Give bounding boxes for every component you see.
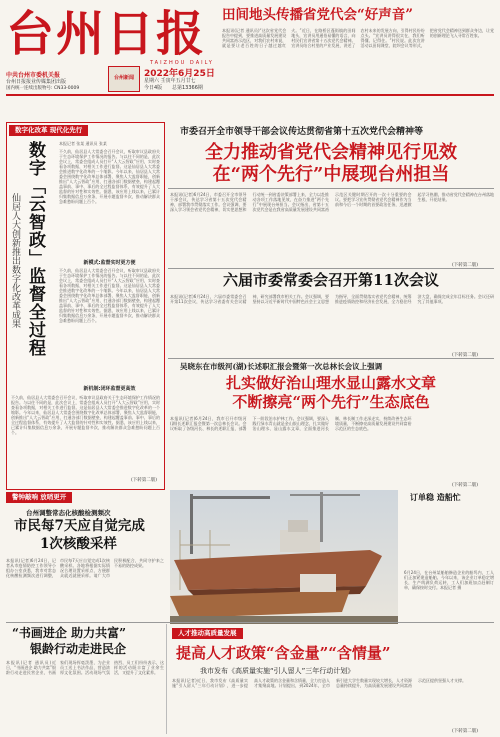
second-body: 本报讯(记者)6月24日，六届市委常委会召开第11次会议，传达学习省委有关会议精神，研究部署我市相关工作。会议强调，要坚持以习近平新时代中国特色社会主义思想为指导，全面贯彻落实省党代会精神，统筹推进疫情防控和经济社会发展，全力稳住经济大盘，确保完成全年目标任务。会议还研究了其他事项。 bbox=[170, 294, 494, 304]
top-story-body: 本报讯(记者 通讯员)“这次省党代会报告中提到，要推进高质量发展建设共同富裕示范区，对我们农村来说，就是要让老百姓的日子越过越红火。”近日，在路桥区蓬街镇的田间地头，宣讲员用通俗易懂的语言，向村民们宣讲省第十五次党代会精神。宣讲员结合村里的产业发展，讲述了农村未来的发展方向，引得村民纷纷点头。“宣讲员讲得很实在，我们听得懂、记得住。”村民说。此次宣讲活动以田间课堂、院坝会议等形式，把省党代会精神送到群众身边，让党的创新理论飞入寻常百姓家。 bbox=[222, 28, 494, 48]
left-feature-vertical-title: 数字「云智政」监督全过程 bbox=[25, 141, 45, 357]
masthead-pages: 今日4版 bbox=[144, 85, 163, 91]
masthead-rule bbox=[6, 94, 494, 96]
left-feature-tag: 数字化改革 现代化先行 bbox=[9, 125, 88, 136]
talent-more: (下转第二版) bbox=[452, 729, 479, 734]
left-feature-box bbox=[6, 122, 165, 490]
covid-tag: 警钟敲响 放哨更开 bbox=[6, 492, 72, 503]
left-feature-byline: 本报记者 张某 通讯员 张某 bbox=[59, 141, 107, 146]
masthead-logo-text: 台州新闻 bbox=[113, 75, 134, 81]
covid-kicker: 台州调整常态化核酸检测频次 bbox=[26, 509, 111, 517]
photo-caption-title: 订单稳 造船忙 bbox=[410, 492, 461, 502]
books-title-line2: 银龄行动走进民企 bbox=[30, 642, 127, 656]
left-feature-more: (下转第二版) bbox=[131, 478, 158, 483]
lead-more: (下转第二版) bbox=[452, 263, 479, 268]
third-rule bbox=[168, 358, 494, 359]
lead-rule bbox=[168, 188, 494, 189]
books-title-line1: “书画进企 助力共富” bbox=[12, 626, 126, 640]
covid-title-line2: 1次核酸采样 bbox=[40, 536, 117, 552]
books-body: 本报讯(记者 通讯员)近日，“书画进企 助力共富”银龄行动走进民营企业，书画家们现场挥毫泼墨，为企业员工送上书法作品，营造浓厚文化氛围。活动现场气氛热烈，员工们纷纷表示，这样的活动既丰富了业余生活，又提升了文化素养。 bbox=[6, 660, 164, 675]
lead-title-line2: 在“两个先行”中展现台州担当 bbox=[212, 164, 450, 185]
covid-body: 本报讯(记者)6月24日，记者从市疫情防控工作领导小组办公室获悉，我市对常态化核酸检测频次进行调整，市民每7天应自觉完成1次核酸采样。各地将根据实际情况合理设置采样点，方便群众就近就便采样。请广大市民积极配合，共同守护来之不易的防控成果。 bbox=[6, 558, 164, 578]
lead-kicker: 市委召开全市领导干部会议传达贯彻省第十五次党代会精神等 bbox=[180, 127, 424, 137]
masthead-date: 2022年6月25日 bbox=[144, 69, 215, 79]
masthead-weekday: 星期六 壬寅年五月廿七 bbox=[144, 78, 196, 84]
photo-caption-body: 6月24日，在台州某船舶修造企业的船坞内，工人们正加紧建造船舶。今年以来，该企业订单稳定增长，生产线满负荷运转，工人们加班加点赶制订单，确保按时交付。本报记者 摄 bbox=[404, 570, 494, 590]
third-kicker: 吴晓东在市级河(湖)长述职汇报会暨第一次总林长会议上强调 bbox=[180, 362, 383, 371]
masthead-cn-number: 国内统一连续出版物号: CN33-0009 bbox=[6, 86, 80, 91]
masthead-publisher: 中共台州市委机关报 bbox=[6, 72, 61, 79]
second-more: (下转第二版) bbox=[452, 353, 479, 358]
third-title-line1: 扎实做好治山理水显山露水文章 bbox=[225, 374, 436, 392]
masthead-title: 台州日报 bbox=[6, 6, 207, 62]
left-feature-section-1: 新模式:监督实时更方便 bbox=[83, 260, 136, 266]
lead-body: 本报讯(记者)6月24日，市委召开全市领导干部会议，传达学习省第十五次党代会精神，部署我市贯彻落实工作。会议强调，要深入学习领会省党代会精神，切实把思想和行动统一到省委决策部署上来，全力以赴推动各项工作落地见效，在奋力推进“两个先行”中展现台州担当。会议指出，省第十五次党代会是在我省高质量发展建设共同富裕示范区关键时期召开的一次十分重要的会议。要把学习宣传贯彻省党代会精神作为当前和今后一个时期的首要政治任务，迅速掀起学习热潮，推动省党代会精神在台州落地生根、开花结果。 bbox=[170, 192, 494, 212]
second-title: 六届市委常委会召开第11次会议 bbox=[223, 271, 439, 289]
shipyard-photo bbox=[170, 490, 398, 624]
top-story-title: 田间地头传播省党代会“好声音” bbox=[222, 7, 414, 23]
second-rule bbox=[168, 268, 494, 269]
left-feature-body-3: 不久前，仙居县人大常委会召开会议，听取审议县政府关于生态环境保护工作情况的报告。与以往不同的是，此次会议上，常委会组成人员打开“人大云智政”应用，实时查看各项数据，对相关工作进行监督。这是仙居县人大常委会推进数字化改革的一个缩影。今年以来，仙居县人大常委会围绕数字化改革总体部署，聚焦人大监督职能，创新推出“人大云智政”应用，打通各部门数据壁垒，构建起覆盖事前、事中、事后的全过程监督体系，有效提升了人大监督的针对性和实效性。据悉，该应用上线以来，已累计归集数据信息万余条，开展专题监督多次，推动解决群众急难愁盼问题上百个。 bbox=[11, 395, 160, 435]
masthead-group: 台州日报报业传媒集团出版 bbox=[6, 79, 67, 85]
left-feature-body-2: 不久前，仙居县人大常委会召开会议，听取审议县政府关于生态环境保护工作情况的报告。与以往不同的是，此次会议上，常委会组成人员打开“人大云智政”应用，实时查看各项数据，对相关工作进行监督。这是仙居县人大常委会推进数字化改革的一个缩影。今年以来，仙居县人大常委会围绕数字化改革总体部署，聚焦人大监督职能，创新推出“人大云智政”应用，打通各部门数据壁垒，构建起覆盖事前、事中、事后的全过程监督体系，有效提升了人大监督的针对性和实效性。据悉，该应用上线以来，已累计归集数据信息万余条，开展专题监督多次，推动解决群众急难愁盼问题上百个。 bbox=[59, 268, 160, 323]
talent-body: 本报讯(记者)近日，我市发布《高质量实施“引人留人”三年行动计划》，进一步提高人才政策的含金量和含情量，全力打造人才集聚高地。计划提出，到2024年，全市新引进大学生数量实现较大增长，人才资源总量持续提升，为高质量发展建设共同富裕示范区提供坚强人才支撑。 bbox=[172, 678, 466, 688]
third-body: 本报讯(记者)6月24日，我市召开市级河(湖)长述职汇报会暨第一次总林长会议。会议听取了各级河长、林长的述职汇报，部署下一阶段治水护林工作。会议强调，要深入践行绿水青山就是金山银山理念，扎实做好治山理水、显山露水文章，全面推进河长制、林长制工作走深走实，持续改善生态环境质量，不断擦亮高质量发展建设共同富裕示范区的生态底色。 bbox=[170, 416, 412, 431]
covid-title-line1: 市民每7天应自觉完成 bbox=[14, 518, 145, 534]
talent-title: 提高人才政策“含金量”“含情量” bbox=[176, 644, 391, 662]
talent-tag: 人才推动高质量发展 bbox=[172, 628, 243, 639]
lead-title-line1: 全力推动省党代会精神见行见效 bbox=[205, 142, 457, 163]
masthead-issue: 总第13366期 bbox=[172, 85, 203, 91]
left-feature-section-2: 新机制:闭环监督更高效 bbox=[83, 386, 136, 392]
mid-rule bbox=[6, 622, 494, 623]
talent-subtitle: 我市发布《高质量实施“引人留人”三年行动计划》 bbox=[200, 667, 355, 675]
masthead-subtitle-en: TAIZHOU DAILY bbox=[150, 60, 214, 66]
left-feature-vertical-subtitle: 仙居人大创新推出数字化改革成果 bbox=[10, 193, 20, 328]
third-more: (下转第二版) bbox=[452, 483, 479, 488]
masthead-logo bbox=[108, 66, 140, 92]
bottom-divider bbox=[166, 624, 167, 734]
third-title-line2: 不断擦亮“两个先行”生态底色 bbox=[232, 393, 430, 411]
left-feature-body-1: 不久前，仙居县人大常委会召开会议，听取审议县政府关于生态环境保护工作情况的报告。与以往不同的是，此次会议上，常委会组成人员打开“人大云智政”应用，实时查看各项数据，对相关工作进行监督。这是仙居县人大常委会推进数字化改革的一个缩影。今年以来，仙居县人大常委会围绕数字化改革总体部署，聚焦人大监督职能，创新推出“人大云智政”应用，打通各部门数据壁垒，构建起覆盖事前、事中、事后的全过程监督体系，有效提升了人大监督的针对性和实效性。据悉，该应用上线以来，已累计归集数据信息万余条，开展专题监督多次，推动解决群众急难愁盼问题上百个。 bbox=[59, 149, 160, 204]
shipyard-photo-art bbox=[170, 490, 398, 624]
